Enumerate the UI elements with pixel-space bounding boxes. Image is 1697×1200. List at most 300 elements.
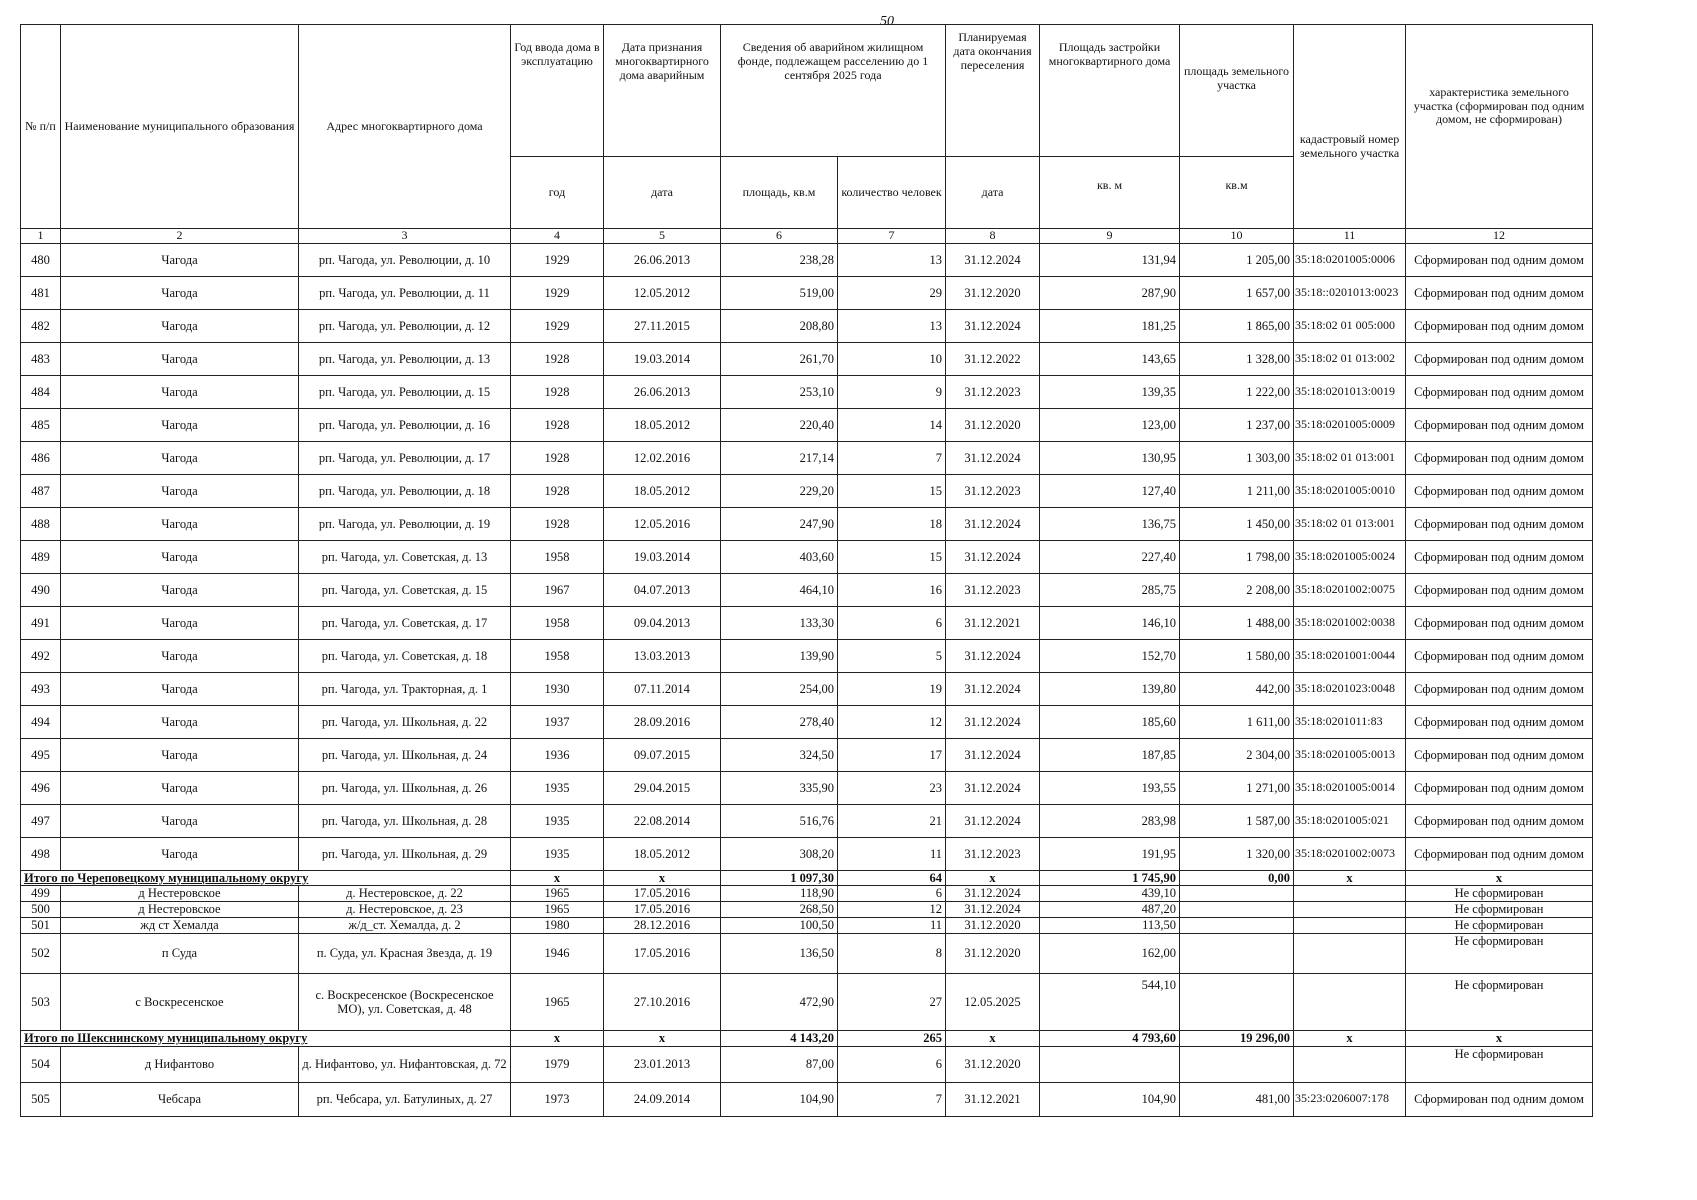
row-date: 18.05.2012 xyxy=(604,408,721,441)
row-area: 516,76 xyxy=(721,804,838,837)
row-area: 220,40 xyxy=(721,408,838,441)
row-land-area: 1 271,00 xyxy=(1180,771,1294,804)
row-number: 480 xyxy=(21,243,61,276)
row-address: рп. Чагода, ул. Революции, д. 15 xyxy=(299,375,511,408)
row-year: 1958 xyxy=(511,540,604,573)
table-row xyxy=(21,507,1593,540)
row-cadastral xyxy=(1294,918,1406,934)
table-row xyxy=(21,243,1593,276)
row-cadastral: 35:18:0201002:0038 xyxy=(1294,606,1406,639)
header-num: № п/п xyxy=(21,25,61,229)
row-plan-date: 31.12.2023 xyxy=(946,474,1040,507)
row-area: 403,60 xyxy=(721,540,838,573)
row-date: 17.05.2016 xyxy=(604,902,721,918)
column-number-row xyxy=(21,229,1593,244)
row-build-area: 104,90 xyxy=(1040,1082,1180,1116)
row-land-area: 442,00 xyxy=(1180,672,1294,705)
row-municipality: жд ст Хемалда xyxy=(61,918,299,934)
table-row xyxy=(21,837,1593,870)
table-body-sheksna-small xyxy=(21,886,1593,934)
row-year: 1929 xyxy=(511,309,604,342)
row-characteristic: Не сформирован xyxy=(1406,974,1593,1031)
row-land-area xyxy=(1180,902,1294,918)
row-land-area xyxy=(1180,974,1294,1031)
row-year: 1935 xyxy=(511,837,604,870)
row-address: рп. Чагода, ул. Школьная, д. 24 xyxy=(299,738,511,771)
header-cadastral: кадастровый номер земельного участка xyxy=(1294,25,1406,229)
header-date-recognized: Дата признания многоквартирного дома аварийным xyxy=(604,25,721,157)
column-number: 9 xyxy=(1040,229,1180,244)
row-characteristic: Сформирован под одним домом xyxy=(1406,540,1593,573)
total-build-area: 4 793,60 xyxy=(1040,1031,1180,1046)
row-number: 492 xyxy=(21,639,61,672)
row-number: 494 xyxy=(21,705,61,738)
row-date: 18.05.2012 xyxy=(604,474,721,507)
row-plan-date: 31.12.2024 xyxy=(946,886,1040,902)
row-number: 489 xyxy=(21,540,61,573)
table-row xyxy=(21,375,1593,408)
total-cadastral: x xyxy=(1294,870,1406,885)
table-row xyxy=(21,974,1593,1031)
row-cadastral: 35:18:0201001:0044 xyxy=(1294,639,1406,672)
row-date: 17.05.2016 xyxy=(604,934,721,974)
row-people: 29 xyxy=(838,276,946,309)
row-characteristic: Сформирован под одним домом xyxy=(1406,243,1593,276)
header-year: Год ввода дома в эксплуатацию xyxy=(511,25,604,157)
row-number: 490 xyxy=(21,573,61,606)
total-characteristic: x xyxy=(1406,1031,1593,1046)
row-plan-date: 31.12.2024 xyxy=(946,672,1040,705)
row-number: 500 xyxy=(21,902,61,918)
row-plan-date: 31.12.2024 xyxy=(946,441,1040,474)
row-land-area: 1 222,00 xyxy=(1180,375,1294,408)
row-number: 481 xyxy=(21,276,61,309)
row-area: 217,14 xyxy=(721,441,838,474)
row-people: 16 xyxy=(838,573,946,606)
row-plan-date: 31.12.2020 xyxy=(946,918,1040,934)
table-row xyxy=(21,1046,1593,1082)
row-cadastral: 35:18::0201013:0023 xyxy=(1294,276,1406,309)
row-address: рп. Чагода, ул. Школьная, д. 22 xyxy=(299,705,511,738)
row-build-area: 152,70 xyxy=(1040,639,1180,672)
row-land-area: 1 450,00 xyxy=(1180,507,1294,540)
row-area: 278,40 xyxy=(721,705,838,738)
row-build-area: 136,75 xyxy=(1040,507,1180,540)
row-area: 464,10 xyxy=(721,573,838,606)
subheader-people: количество человек xyxy=(838,157,946,229)
row-area: 472,90 xyxy=(721,974,838,1031)
row-address: рп. Чагода, ул. Революции, д. 16 xyxy=(299,408,511,441)
column-number: 7 xyxy=(838,229,946,244)
row-cadastral: 35:18:0201013:0019 xyxy=(1294,375,1406,408)
row-year: 1928 xyxy=(511,441,604,474)
row-characteristic: Сформирован под одним домом xyxy=(1406,276,1593,309)
row-plan-date: 31.12.2024 xyxy=(946,771,1040,804)
row-municipality: Чагода xyxy=(61,540,299,573)
total-characteristic: x xyxy=(1406,870,1593,885)
row-cadastral xyxy=(1294,886,1406,902)
row-address: рп. Чагода, ул. Революции, д. 11 xyxy=(299,276,511,309)
row-people: 10 xyxy=(838,342,946,375)
row-area: 308,20 xyxy=(721,837,838,870)
row-build-area: 181,25 xyxy=(1040,309,1180,342)
row-area: 268,50 xyxy=(721,902,838,918)
row-date: 07.11.2014 xyxy=(604,672,721,705)
row-people: 15 xyxy=(838,540,946,573)
row-year: 1965 xyxy=(511,902,604,918)
row-build-area: 185,60 xyxy=(1040,705,1180,738)
row-land-area: 1 303,00 xyxy=(1180,441,1294,474)
total-year: x xyxy=(511,1031,604,1046)
row-year: 1965 xyxy=(511,974,604,1031)
row-municipality: Чагода xyxy=(61,342,299,375)
row-date: 09.07.2015 xyxy=(604,738,721,771)
row-build-area: 191,95 xyxy=(1040,837,1180,870)
row-people: 12 xyxy=(838,705,946,738)
row-build-area: 113,50 xyxy=(1040,918,1180,934)
row-land-area: 1 320,00 xyxy=(1180,837,1294,870)
row-year: 1928 xyxy=(511,507,604,540)
column-number: 3 xyxy=(299,229,511,244)
row-address: с. Воскресенское (Воскресенское МО), ул. Советская, д. 48 xyxy=(299,974,511,1031)
row-people: 8 xyxy=(838,934,946,974)
row-plan-date: 31.12.2023 xyxy=(946,573,1040,606)
row-plan-date: 31.12.2020 xyxy=(946,1046,1040,1082)
table-row xyxy=(21,540,1593,573)
row-address: д. Нестеровское, д. 22 xyxy=(299,886,511,902)
row-land-area: 1 328,00 xyxy=(1180,342,1294,375)
row-address: рп. Чагода, ул. Революции, д. 17 xyxy=(299,441,511,474)
header-emergency-fund: Сведения об аварийном жилищном фонде, подлежащем расселению до 1 сентября 2025 года xyxy=(721,25,946,157)
row-build-area: 439,10 xyxy=(1040,886,1180,902)
total-row-sheksna xyxy=(21,1031,1593,1046)
row-people: 5 xyxy=(838,639,946,672)
row-people: 12 xyxy=(838,902,946,918)
row-cadastral: 35:18:0201002:0073 xyxy=(1294,837,1406,870)
row-number: 497 xyxy=(21,804,61,837)
row-date: 12.05.2012 xyxy=(604,276,721,309)
row-municipality: Чагода xyxy=(61,276,299,309)
row-build-area: 193,55 xyxy=(1040,771,1180,804)
row-year: 1937 xyxy=(511,705,604,738)
row-cadastral xyxy=(1294,902,1406,918)
total-people: 64 xyxy=(838,870,946,885)
row-land-area: 1 587,00 xyxy=(1180,804,1294,837)
header-land-characteristic: характеристика земельного участка (сформирован под одним домом, не сформирован) xyxy=(1406,25,1593,229)
row-date: 04.07.2013 xyxy=(604,573,721,606)
row-address: рп. Чебсара, ул. Батулиных, д. 27 xyxy=(299,1082,511,1116)
row-characteristic: Сформирован под одним домом xyxy=(1406,771,1593,804)
row-land-area: 1 611,00 xyxy=(1180,705,1294,738)
row-municipality: Чагода xyxy=(61,606,299,639)
row-characteristic: Сформирован под одним домом xyxy=(1406,606,1593,639)
row-cadastral: 35:18:02 01 013:002 xyxy=(1294,342,1406,375)
row-plan-date: 31.12.2024 xyxy=(946,507,1040,540)
total-row-cherepovets xyxy=(21,870,1593,885)
table-row xyxy=(21,474,1593,507)
row-area: 104,90 xyxy=(721,1082,838,1116)
row-plan-date: 31.12.2020 xyxy=(946,408,1040,441)
row-address: рп. Чагода, ул. Революции, д. 12 xyxy=(299,309,511,342)
row-date: 18.05.2012 xyxy=(604,837,721,870)
row-municipality: Чагода xyxy=(61,639,299,672)
row-municipality: Чагода xyxy=(61,441,299,474)
row-build-area: 283,98 xyxy=(1040,804,1180,837)
row-number: 503 xyxy=(21,974,61,1031)
row-cadastral: 35:18:0201002:0075 xyxy=(1294,573,1406,606)
row-plan-date: 31.12.2023 xyxy=(946,375,1040,408)
row-people: 13 xyxy=(838,243,946,276)
row-number: 485 xyxy=(21,408,61,441)
row-area: 261,70 xyxy=(721,342,838,375)
row-people: 23 xyxy=(838,771,946,804)
row-year: 1936 xyxy=(511,738,604,771)
row-date: 09.04.2013 xyxy=(604,606,721,639)
row-date: 26.06.2013 xyxy=(604,243,721,276)
subheader-land-sqm: кв.м xyxy=(1180,157,1294,229)
row-date: 22.08.2014 xyxy=(604,804,721,837)
row-number: 482 xyxy=(21,309,61,342)
column-number: 4 xyxy=(511,229,604,244)
row-plan-date: 31.12.2024 xyxy=(946,705,1040,738)
total-people: 265 xyxy=(838,1031,946,1046)
row-address: рп. Чагода, ул. Тракторная, д. 1 xyxy=(299,672,511,705)
row-date: 28.09.2016 xyxy=(604,705,721,738)
row-characteristic: Сформирован под одним домом xyxy=(1406,573,1593,606)
row-characteristic: Сформирован под одним домом xyxy=(1406,441,1593,474)
table-row xyxy=(21,342,1593,375)
emergency-housing-table xyxy=(20,24,1593,1117)
row-municipality: д Нифантово xyxy=(61,1046,299,1082)
column-number: 5 xyxy=(604,229,721,244)
row-land-area: 1 798,00 xyxy=(1180,540,1294,573)
row-people: 7 xyxy=(838,1082,946,1116)
column-number: 10 xyxy=(1180,229,1294,244)
header-planned-date: Планируемая дата окончания переселения xyxy=(946,25,1040,157)
row-municipality: д Нестеровское xyxy=(61,886,299,902)
row-year: 1928 xyxy=(511,474,604,507)
column-number: 6 xyxy=(721,229,838,244)
row-people: 19 xyxy=(838,672,946,705)
row-municipality: Чагода xyxy=(61,573,299,606)
row-municipality: Чагода xyxy=(61,804,299,837)
table-body-rest xyxy=(21,870,1593,885)
row-year: 1930 xyxy=(511,672,604,705)
row-characteristic: Сформирован под одним домом xyxy=(1406,705,1593,738)
row-area: 87,00 xyxy=(721,1046,838,1082)
row-number: 486 xyxy=(21,441,61,474)
row-cadastral xyxy=(1294,934,1406,974)
row-year: 1928 xyxy=(511,408,604,441)
row-address: рп. Чагода, ул. Советская, д. 18 xyxy=(299,639,511,672)
row-area: 208,80 xyxy=(721,309,838,342)
row-area: 118,90 xyxy=(721,886,838,902)
table-row xyxy=(21,934,1593,974)
row-people: 11 xyxy=(838,918,946,934)
row-year: 1958 xyxy=(511,639,604,672)
row-address: рп. Чагода, ул. Советская, д. 17 xyxy=(299,606,511,639)
row-cadastral: 35:18:0201005:0014 xyxy=(1294,771,1406,804)
row-municipality: Чагода xyxy=(61,474,299,507)
table-row xyxy=(21,606,1593,639)
row-people: 6 xyxy=(838,1046,946,1082)
table-row xyxy=(21,902,1593,918)
row-build-area: 123,00 xyxy=(1040,408,1180,441)
row-build-area: 285,75 xyxy=(1040,573,1180,606)
row-land-area: 1 580,00 xyxy=(1180,639,1294,672)
row-number: 493 xyxy=(21,672,61,705)
subheader-build-sqm: кв. м xyxy=(1040,157,1180,229)
row-plan-date: 31.12.2024 xyxy=(946,804,1040,837)
table-row xyxy=(21,573,1593,606)
row-municipality: Чагода xyxy=(61,672,299,705)
row-number: 505 xyxy=(21,1082,61,1116)
column-number: 11 xyxy=(1294,229,1406,244)
row-people: 9 xyxy=(838,375,946,408)
row-date: 19.03.2014 xyxy=(604,342,721,375)
row-number: 502 xyxy=(21,934,61,974)
row-year: 1946 xyxy=(511,934,604,974)
column-number: 2 xyxy=(61,229,299,244)
total-area: 4 143,20 xyxy=(721,1031,838,1046)
row-people: 14 xyxy=(838,408,946,441)
row-cadastral: 35:18:0201005:0024 xyxy=(1294,540,1406,573)
row-date: 19.03.2014 xyxy=(604,540,721,573)
row-address: рп. Чагода, ул. Советская, д. 15 xyxy=(299,573,511,606)
row-municipality: Чагода xyxy=(61,375,299,408)
row-plan-date: 31.12.2024 xyxy=(946,309,1040,342)
row-land-area xyxy=(1180,886,1294,902)
row-build-area: 544,10 xyxy=(1040,974,1180,1031)
column-number: 12 xyxy=(1406,229,1593,244)
row-build-area: 162,00 xyxy=(1040,934,1180,974)
row-year: 1928 xyxy=(511,342,604,375)
row-cadastral: 35:18:0201005:0009 xyxy=(1294,408,1406,441)
row-plan-date: 31.12.2020 xyxy=(946,276,1040,309)
row-plan-date: 31.12.2020 xyxy=(946,934,1040,974)
row-build-area: 487,20 xyxy=(1040,902,1180,918)
row-characteristic: Не сформирован xyxy=(1406,902,1593,918)
row-people: 11 xyxy=(838,837,946,870)
row-land-area xyxy=(1180,918,1294,934)
row-address: д. Нестеровское, д. 23 xyxy=(299,902,511,918)
row-people: 6 xyxy=(838,606,946,639)
row-build-area: 143,65 xyxy=(1040,342,1180,375)
subheader-year: год xyxy=(511,157,604,229)
row-land-area: 1 237,00 xyxy=(1180,408,1294,441)
row-area: 136,50 xyxy=(721,934,838,974)
row-date: 13.03.2013 xyxy=(604,639,721,672)
header-land-area: площадь земельного участка xyxy=(1180,25,1294,157)
row-number: 488 xyxy=(21,507,61,540)
row-area: 253,10 xyxy=(721,375,838,408)
column-number: 1 xyxy=(21,229,61,244)
row-land-area xyxy=(1180,1046,1294,1082)
row-build-area: 127,40 xyxy=(1040,474,1180,507)
row-people: 7 xyxy=(838,441,946,474)
row-municipality: п Суда xyxy=(61,934,299,974)
row-municipality: Чебсара xyxy=(61,1082,299,1116)
row-year: 1979 xyxy=(511,1046,604,1082)
row-number: 504 xyxy=(21,1046,61,1082)
row-area: 100,50 xyxy=(721,918,838,934)
row-number: 499 xyxy=(21,886,61,902)
row-people: 18 xyxy=(838,507,946,540)
row-area: 254,00 xyxy=(721,672,838,705)
total-land-area: 0,00 xyxy=(1180,870,1294,885)
row-people: 17 xyxy=(838,738,946,771)
table-row xyxy=(21,771,1593,804)
row-date: 24.09.2014 xyxy=(604,1082,721,1116)
table-row xyxy=(21,276,1593,309)
row-characteristic: Сформирован под одним домом xyxy=(1406,507,1593,540)
row-land-area: 1 205,00 xyxy=(1180,243,1294,276)
row-number: 487 xyxy=(21,474,61,507)
header-address: Адрес многоквартирного дома xyxy=(299,25,511,229)
row-date: 27.10.2016 xyxy=(604,974,721,1031)
total-cadastral: x xyxy=(1294,1031,1406,1046)
row-plan-date: 12.05.2025 xyxy=(946,974,1040,1031)
row-characteristic: Сформирован под одним домом xyxy=(1406,639,1593,672)
table-row xyxy=(21,1082,1593,1116)
total-date: x xyxy=(604,870,721,885)
row-people: 6 xyxy=(838,886,946,902)
row-municipality: Чагода xyxy=(61,738,299,771)
row-people: 13 xyxy=(838,309,946,342)
table-row xyxy=(21,705,1593,738)
row-number: 496 xyxy=(21,771,61,804)
row-area: 335,90 xyxy=(721,771,838,804)
row-address: рп. Чагода, ул. Школьная, д. 28 xyxy=(299,804,511,837)
row-number: 483 xyxy=(21,342,61,375)
row-build-area: 227,40 xyxy=(1040,540,1180,573)
row-date: 26.06.2013 xyxy=(604,375,721,408)
table-row xyxy=(21,408,1593,441)
row-characteristic: Сформирован под одним домом xyxy=(1406,672,1593,705)
row-build-area: 131,94 xyxy=(1040,243,1180,276)
row-year: 1973 xyxy=(511,1082,604,1116)
row-people: 21 xyxy=(838,804,946,837)
row-plan-date: 31.12.2022 xyxy=(946,342,1040,375)
row-characteristic: Сформирован под одним домом xyxy=(1406,804,1593,837)
row-municipality: Чагода xyxy=(61,507,299,540)
row-cadastral: 35:18:02 01 013:001 xyxy=(1294,441,1406,474)
column-number: 8 xyxy=(946,229,1040,244)
row-year: 1935 xyxy=(511,804,604,837)
row-build-area xyxy=(1040,1046,1180,1082)
row-characteristic: Не сформирован xyxy=(1406,1046,1593,1082)
header-municipality: Наименование муниципального образования xyxy=(61,25,299,229)
row-address: п. Суда, ул. Красная Звезда, д. 19 xyxy=(299,934,511,974)
row-address: рп. Чагода, ул. Школьная, д. 26 xyxy=(299,771,511,804)
row-address: д. Нифантово, ул. Нифантовская, д. 72 xyxy=(299,1046,511,1082)
row-land-area: 2 208,00 xyxy=(1180,573,1294,606)
row-address: рп. Чагода, ул. Революции, д. 18 xyxy=(299,474,511,507)
total-label: Итого по Шекснинскому муниципальному округу xyxy=(21,1031,511,1046)
row-year: 1965 xyxy=(511,886,604,902)
row-plan-date: 31.12.2021 xyxy=(946,1082,1040,1116)
row-year: 1958 xyxy=(511,606,604,639)
row-address: рп. Чагода, ул. Революции, д. 19 xyxy=(299,507,511,540)
row-people: 27 xyxy=(838,974,946,1031)
row-cadastral: 35:18:02 01 005:000 xyxy=(1294,309,1406,342)
row-municipality: Чагода xyxy=(61,309,299,342)
row-number: 491 xyxy=(21,606,61,639)
total-land-area: 19 296,00 xyxy=(1180,1031,1294,1046)
row-build-area: 187,85 xyxy=(1040,738,1180,771)
row-year: 1967 xyxy=(511,573,604,606)
row-date: 12.05.2016 xyxy=(604,507,721,540)
